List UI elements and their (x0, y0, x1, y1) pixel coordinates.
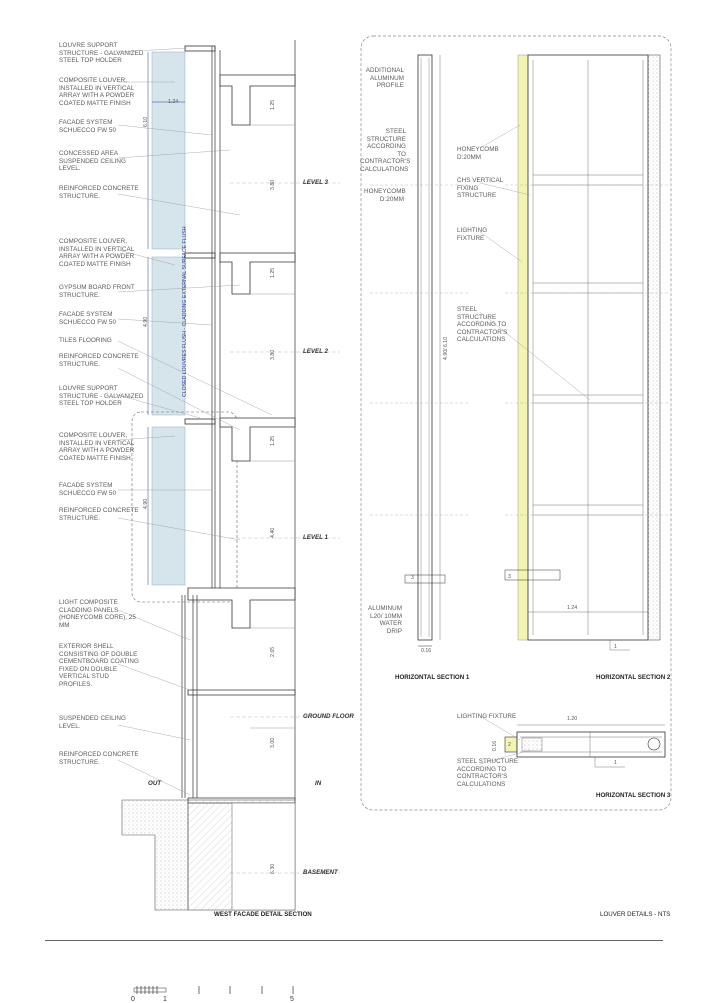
hs2-tag-right: 1 (614, 644, 617, 650)
dim-l1-b: 4.40 (270, 527, 276, 538)
dim-louver-h3: 4.90 (143, 498, 149, 509)
dim-gf-a: 2.65 (270, 646, 276, 657)
hs1-label-additional-profile: ADDITIONAL ALUMINUM PROFILE (365, 67, 404, 90)
dim-louver-w: 1.24 (168, 99, 179, 105)
hs3-label-steel-structure: STEEL STRUCTURE ACCORDING TO CONTRACTOR'S CALCULATIONS (457, 758, 519, 788)
label-reinforced-concrete-3: REINFORCED CONCRETE STRUCTURE. (59, 507, 139, 522)
hs2-label-lighting: LIGHTING FIXTURE (457, 227, 488, 242)
level-label-1: LEVEL 1 (303, 534, 328, 541)
hs1-label-water-drip: ALUMINUM L20/ 10MM WATER DRIP (368, 605, 402, 635)
hs1-dim-h: 4.90/ 6.10 (443, 336, 449, 360)
label-composite-louver-2: COMPOSITE LOUVER, INSTALLED IN VERTICAL ARRAY WITH A POWDER COATED MATTE FINISH (59, 238, 135, 268)
label-facade-system-2: FACADE SYSTEM SCHUECCO FW 50 (59, 311, 117, 326)
label-suspended-ceiling: SUSPENDED CEILING LEVEL. (59, 715, 126, 730)
hs2-label-chs: CHS VERTICAL FIXING STRUCTURE (457, 177, 504, 200)
label-gypsum-board: GYPSUM BOARD FRONT STRUCTURE. (59, 284, 135, 299)
vertical-flush-note: CLOSED LOUVRES FLUSH - CLADDING EXTERNAL SURFACE FLUSH (182, 226, 188, 397)
hs2-label-honeycomb: HONEYCOMB D:20MM (457, 146, 499, 161)
scale-label-5: 5 (290, 996, 294, 1003)
cladding-shell (182, 595, 197, 798)
hs3-tag-left: 2 (508, 742, 511, 748)
hs2-dim-w: 1.24 (567, 605, 578, 611)
label-facade-system-3: FACADE SYSTEM SCHUECCO FW 50 (59, 482, 117, 497)
hs1-dim-w: 0.16 (421, 648, 432, 654)
level-label-3: LEVEL 3 (303, 179, 328, 186)
dim-louver-h1: 6.10 (143, 116, 149, 127)
label-louvre-support-1: LOUVRE SUPPORT STRUCTURE - GALVANIZED STEEL TOP HOLDER (59, 42, 144, 65)
hs3-label-lighting: LIGHTING FIXTURE (457, 713, 517, 720)
label-concessed-area: CONCESSED AREA SUSPENDED CEILING LEVEL. (59, 150, 126, 173)
dim-l1-a: 1.25 (270, 435, 276, 446)
dim-gf-b: 3.00 (270, 737, 276, 748)
floor-slabs (188, 75, 295, 803)
hs2-label-steel-structure: STEEL STRUCTURE ACCORDING TO CONTRACTOR'S CALCULATIONS (457, 306, 508, 344)
hs3-dim-w: 1.20 (567, 716, 578, 722)
label-reinforced-concrete-2: REINFORCED CONCRETE STRUCTURE. (59, 353, 139, 368)
scale-label-0: 0 (131, 996, 135, 1003)
caption-hs2: HORIZONTAL SECTION 2 (596, 674, 671, 681)
label-reinforced-concrete-1: REINFORCED CONCRETE STRUCTURE. (59, 185, 139, 200)
label-tiles-flooring: TILES FLOORING (59, 337, 112, 344)
scale-label-1: 1 (163, 996, 167, 1003)
section-mark-out: OUT (148, 780, 162, 787)
caption-hs3: HORIZONTAL SECTION 3 (596, 792, 671, 799)
level-label-2: LEVEL 2 (303, 348, 328, 355)
dim-basement: 6.30 (270, 863, 276, 874)
level-label-ground: GROUND FLOOR (303, 713, 354, 720)
dim-louver-h2: 4.90 (143, 316, 149, 327)
footer-rule (45, 940, 663, 941)
hs3-dim-h: 0.16 (492, 740, 498, 751)
label-exterior-shell: EXTERIOR SHELL CONSISTING OF DOUBLE CEMENTBOARD COATING FIXED ON DOUBLE VERTICAL STUD PROFILES. (59, 643, 139, 688)
label-facade-system-1: FACADE SYSTEM SCHUECCO FW 50 (59, 119, 117, 134)
scale-bar-graphic (134, 986, 293, 994)
label-composite-louver-1: COMPOSITE LOUVER, INSTALLED IN VERTICAL ARRAY WITH A POWDER COATED MATTE FINISH (59, 77, 135, 107)
label-reinforced-concrete-4: REINFORCED CONCRETE STRUCTURE. (59, 751, 139, 766)
caption-louver-details: LOUVER DETAILS - NTS (600, 911, 671, 918)
label-composite-louver-3: COMPOSITE LOUVER, INSTALLED IN VERTICAL ARRAY WITH A POWDER COATED MATTE FINISH (59, 432, 135, 462)
section-mark-in: IN (315, 780, 322, 787)
hs1-label-steel-structure: STEEL STRUCTURE ACCORDING TO CONTRACTOR'S CALCULATIONS (360, 128, 411, 173)
level-label-basement: BASEMENT (303, 869, 338, 876)
dim-l2-a: 1.25 (270, 267, 276, 278)
hs3-tag-mid: 1 (614, 760, 617, 766)
hs1-label-honeycomb: HONEYCOMB D:20MM (364, 188, 406, 203)
caption-hs1: HORIZONTAL SECTION 1 (395, 674, 470, 681)
label-louvre-support-2: LOUVRE SUPPORT STRUCTURE - GALVANIZED STEEL TOP HOLDER (59, 385, 144, 408)
caption-west-facade: WEST FACADE DETAIL SECTION (214, 911, 312, 918)
dim-l3-a: 1.25 (270, 99, 276, 110)
dim-l2-b: 3.80 (270, 349, 276, 360)
hs1-tag: 3 (411, 575, 414, 581)
ground-earth (122, 800, 188, 910)
dim-l3-b: 3.80 (270, 179, 276, 190)
hs2-tag-left: 3 (508, 574, 511, 580)
hs2-drawing (480, 55, 670, 650)
label-light-composite-cladding: LIGHT COMPOSITE CLADDING PANELS (HONEYCOMB CORE), 25 MM (59, 599, 136, 629)
